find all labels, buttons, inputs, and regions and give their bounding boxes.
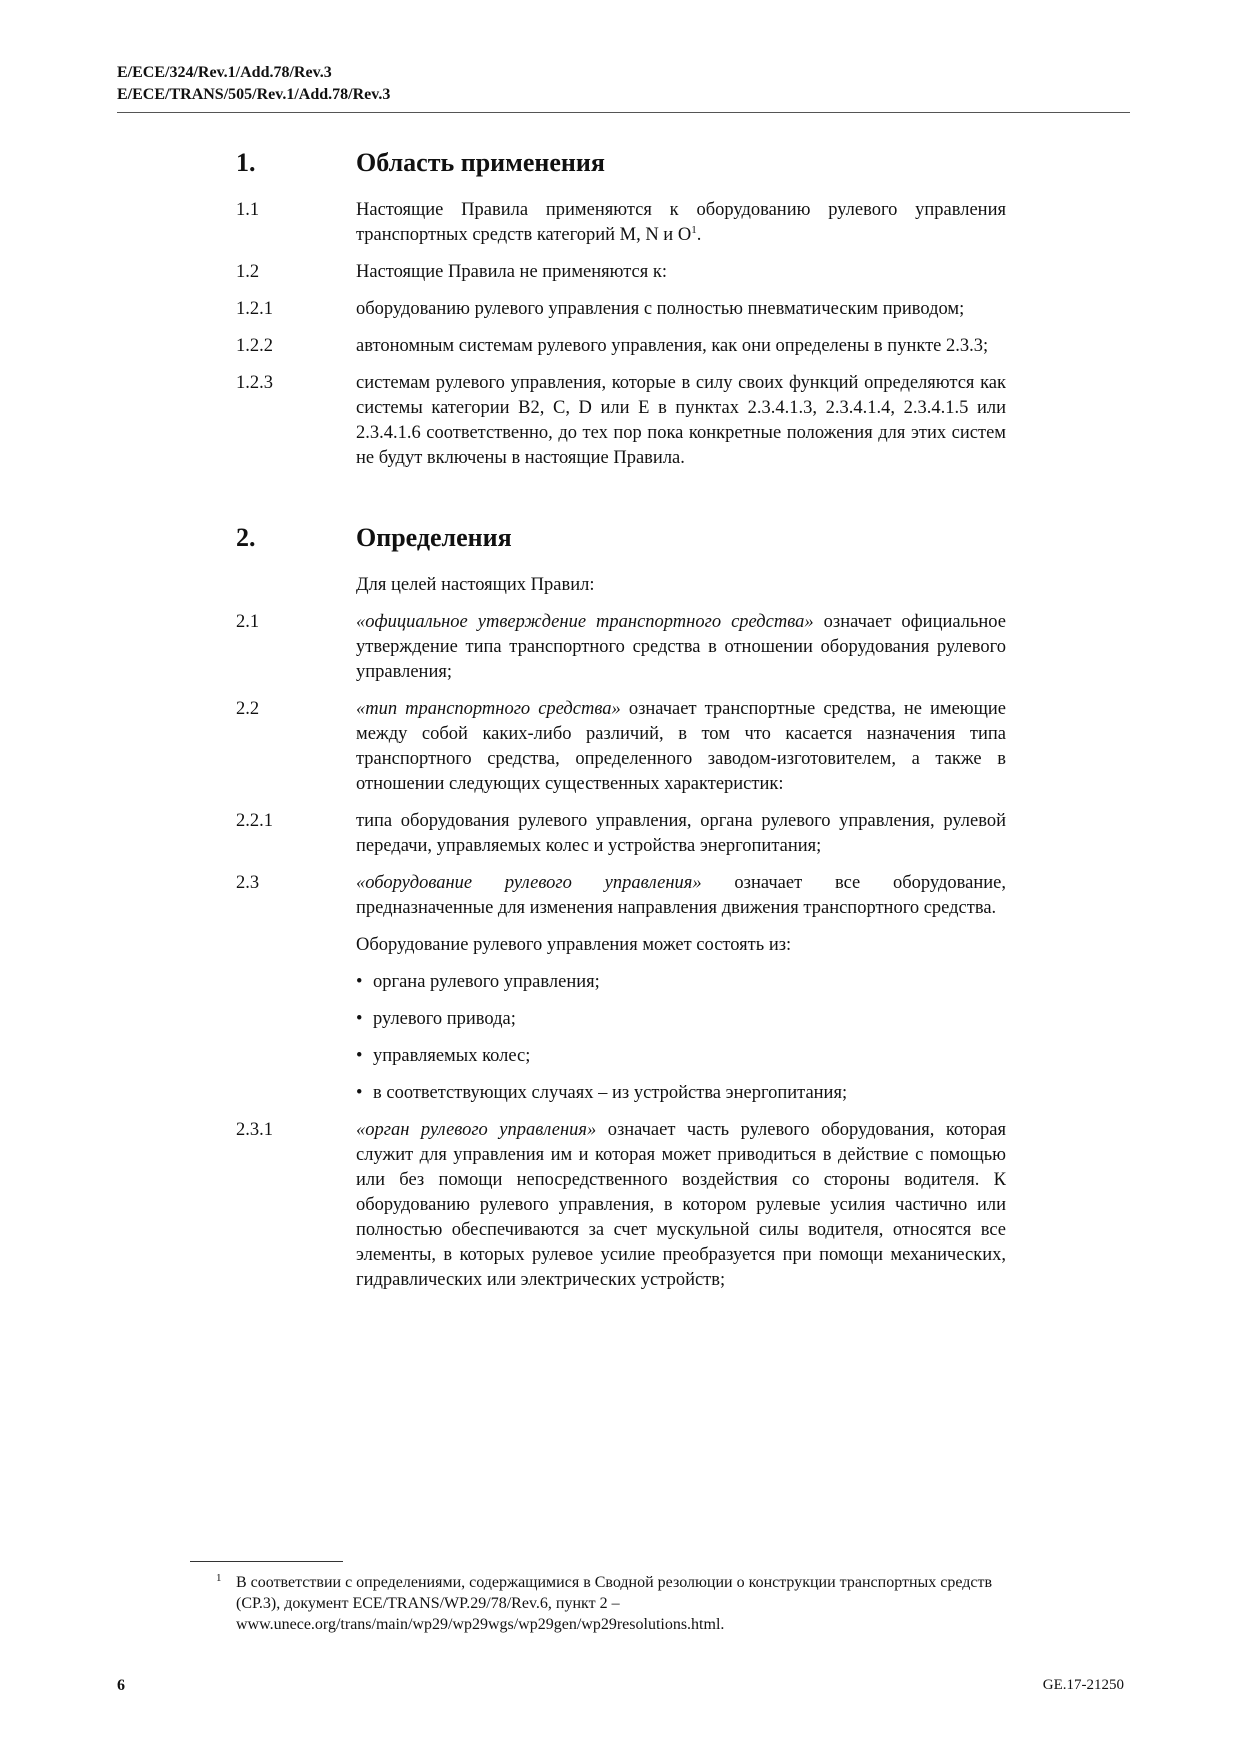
defined-term: «орган рулевого управления» [356, 1120, 597, 1140]
symbol-line-2: E/ECE/TRANS/505/Rev.1/Add.78/Rev.3 [117, 86, 391, 103]
section-heading-definitions [236, 521, 1006, 555]
paragraph-1-2-2 [236, 334, 1006, 359]
paragraph-2-3 [236, 871, 1006, 921]
footnote-reference[interactable]: 1 [691, 223, 697, 236]
symbol-line-1: E/ECE/324/Rev.1/Add.78/Rev.3 [117, 64, 332, 81]
paragraph-text: Оборудование рулевого управления может состоять из: [356, 935, 792, 955]
paragraph-2-2-1 [236, 809, 1006, 859]
paragraph-number: 2.3.1 [236, 1120, 273, 1140]
paragraph-number: 2.3 [236, 873, 260, 893]
page-number: 6 [117, 1677, 125, 1694]
paragraph-number: 1.1 [236, 200, 260, 220]
list-item-text: органа рулевого управления; [373, 972, 600, 992]
footnote-separator [190, 1561, 343, 1562]
paragraph-text: Настоящие Правила применяются к оборудованию рулевого управления транспортных средств категорий M, N и $O^1$. [356, 200, 1006, 245]
paragraph-text: «оборудование рулевого управления» означает все оборудование, предназначенные для изменения направления движения транспортного средства. [356, 873, 1006, 918]
list-item [356, 970, 1006, 995]
section-number: 1. [236, 148, 256, 177]
definitions-intro [356, 573, 1006, 598]
paragraph-text: Для целей настоящих Правил: [356, 575, 595, 595]
section-heading-scope [236, 146, 1006, 180]
footnote [218, 1572, 1018, 1635]
paragraph-text: оборудованию рулевого управления с полностью пневматическим приводом; [356, 299, 965, 319]
defined-term: «оборудование рулевого управления» [356, 873, 702, 893]
list-item-text: в соответствующих случаях – из устройства энергопитания; [373, 1083, 848, 1103]
paragraph-number: 1.2 [236, 262, 260, 282]
paragraph-text: типа оборудования рулевого управления, органа рулевого управления, рулевой передачи, управляемых колес и устройства энергопитания; [356, 811, 1006, 856]
list-item-text: управляемых колес; [373, 1046, 531, 1066]
list-item-text: рулевого привода; [373, 1009, 516, 1029]
bullet-icon: • [356, 1009, 363, 1029]
section-title: Область применения [356, 148, 605, 177]
bullet-icon: • [356, 1083, 363, 1103]
footnote-mark: 1 [216, 1572, 222, 1584]
document-symbol-header [117, 62, 1130, 113]
paragraph-2-3-note [356, 933, 1006, 958]
list-item [356, 1081, 1006, 1106]
paragraph-2-1 [236, 610, 1006, 685]
paragraph-1-2-3 [236, 371, 1006, 471]
document-body [236, 146, 1006, 1305]
paragraph-number: 2.2.1 [236, 811, 273, 831]
section-number: 2. [236, 523, 256, 552]
paragraph-text: Настоящие Правила не применяются к: [356, 262, 668, 282]
section-spacer [236, 483, 1006, 521]
paragraph-text: автономным системам рулевого управления, как они определены в пункте 2.3.3; [356, 336, 989, 356]
paragraph-text: «официальное утверждение транспортного средства» означает официальное утверждение типа транспортного средства в отношении оборудования рулевого управления; [356, 612, 1006, 682]
paragraph-number: 1.2.3 [236, 373, 273, 393]
list-item [356, 1044, 1006, 1069]
document-code: GE.17-21250 [1042, 1677, 1124, 1693]
defined-term: «официальное утверждение транспортного средства» [356, 612, 814, 632]
paragraph-number: 1.2.2 [236, 336, 273, 356]
paragraph-number: 1.2.1 [236, 299, 273, 319]
paragraph-1-2-1 [236, 297, 1006, 322]
list-item [356, 1007, 1006, 1032]
bullet-icon: • [356, 1046, 363, 1066]
paragraph-number: 2.2 [236, 699, 260, 719]
footnote-text: В соответствии с определениями, содержащимися в Сводной резолюции о конструкции транспортных средств (СР.3), документ ECE/TRANS/WP.29/78/Rev.6, пункт 2 – www.unece.org/trans/main/wp29/wp29wgs/wp29gen/wp29resolutions.html. [236, 1574, 993, 1633]
paragraph-2-2 [236, 697, 1006, 797]
paragraph-2-3-1 [236, 1118, 1006, 1293]
paragraph-number: 2.1 [236, 612, 260, 632]
paragraph-text: «тип транспортного средства» означает транспортные средства, не имеющие между собой каких-либо различий, в том что касается назначения типа транспортного средства, определенного заводом-изготовителем, а также в отношении следующих существенных характеристик: [356, 699, 1006, 794]
defined-term: «тип транспортного средства» [356, 699, 621, 719]
paragraph-text: «орган рулевого управления» означает часть рулевого оборудования, которая служит для управления им и которая может приводиться в действие с помощью или без помощи непосредственного воздействия со стороны водителя. К оборудованию рулевого управления, в котором рулевые усилия частично или полностью обеспечиваются за счет мускульной силы водителя, относятся все элементы, в которых рулевое усилие преобразуется при помощи механических, гидравлических или электрических устройств; [356, 1120, 1006, 1290]
section-title: Определения [356, 523, 512, 552]
bullet-icon: • [356, 972, 363, 992]
paragraph-1-1 [236, 198, 1006, 248]
paragraph-text: системам рулевого управления, которые в силу своих функций определяются как системы категории B2, C, D или E в пунктах 2.3.4.1.3, 2.3.4.1.4, 2.3.4.1.5 или 2.3.4.1.6 соответственно, до тех пор пока конкретные положения для этих систем не будут включены в настоящие Правила. [356, 373, 1006, 468]
paragraph-1-2 [236, 260, 1006, 285]
